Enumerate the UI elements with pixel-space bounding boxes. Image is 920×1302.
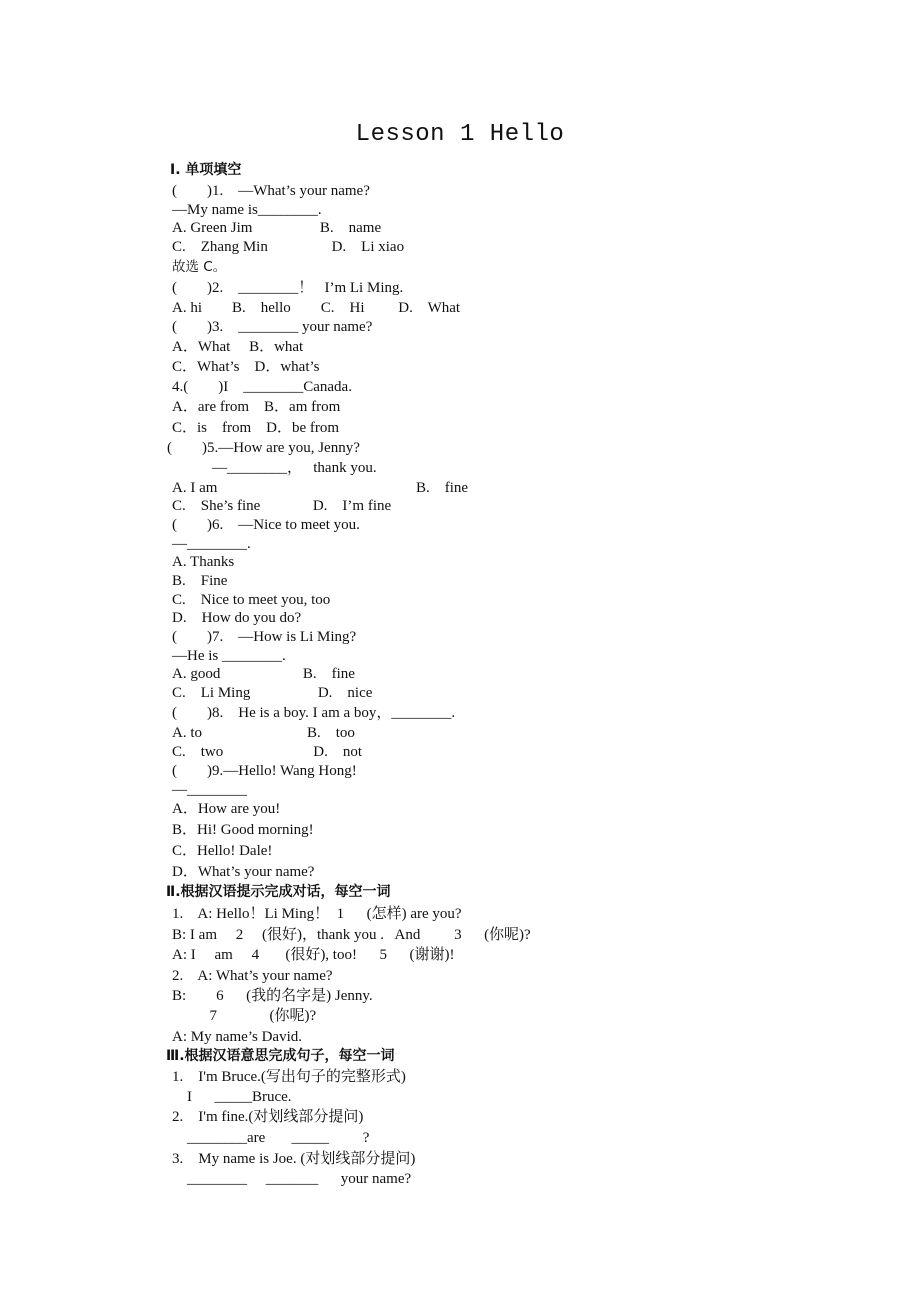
text-line: C. two D. not [172,744,363,760]
text-line: ( )9.—Hello! Wang Hong! [172,763,357,779]
section-heading: Ⅱ.根据汉语提示完成对话，每空一词 [166,884,391,900]
text-line: A. to B. too [172,725,355,741]
text-line: 1. A: Hello！Li Ming！ 1 (怎样) are you? [172,906,462,922]
section-heading: Ⅲ.根据汉语意思完成句子，每空一词 [166,1048,395,1064]
text-line: —________. [172,536,251,552]
text-line: A. I am [172,480,218,496]
text-line: 2. I'm fine.(对划线部分提问) [172,1109,364,1125]
text-line: D. How do you do? [172,610,302,626]
text-line: 2. A: What’s your name? [172,968,333,984]
page-title: Lesson 1 Hello [355,121,565,148]
text-line: A. Green Jim B. name [172,220,382,236]
text-line: B: 6 (我的名字是) Jenny. [172,988,373,1004]
text-line: B: I am 2 (很好)，thank you . And 3 (你呢)? [172,927,531,943]
text-line: ( )2. ________！ I’m Li Ming. [172,280,404,296]
text-line: —________， thank you. [212,460,377,476]
text-line: ________are _____ ? [187,1130,370,1146]
text-line: ( )7. —How is Li Ming? [172,629,357,645]
text-line: 4.( )I ________Canada. [172,379,352,395]
text-line: 故选 C。 [172,259,227,275]
text-line: A. good B. fine [172,666,355,682]
text-line: —________ [172,782,247,798]
text-line: B. fine [416,480,469,496]
text-line: ( )5.—How are you, Jenny? [167,440,360,456]
text-line: A. Thanks [172,554,235,570]
text-line: A. hi B. hello C. Hi D. What [172,300,461,316]
text-line: C．is from D．be from [172,420,340,436]
text-line: C．Hello! Dale! [172,843,273,859]
text-line: C. Li Ming D. nice [172,685,373,701]
text-line: C. Zhang Min D. Li xiao [172,239,405,255]
text-line: ( )6. —Nice to meet you. [172,517,360,533]
text-line: C．What’s D．what’s [172,359,320,375]
text-line: I _____Bruce. [187,1089,292,1105]
text-line: D．What’s your name? [172,864,315,880]
section-heading: Ⅰ. 单项填空 [170,162,242,178]
text-line: 3. My name is Joe. (对划线部分提问) [172,1151,416,1167]
text-line: C. She’s fine D. I’m fine [172,498,392,514]
text-line: ( )8. He is a boy. I am a boy，________. [172,705,456,721]
text-line: —He is ________. [172,648,286,664]
text-line: 1. I'm Bruce.(写出句子的完整形式) [172,1069,406,1085]
text-line: A．How are you! [172,801,281,817]
text-line: A: I am 4 (很好), too! 5 (谢谢)! [172,947,455,963]
text-line: C. Nice to meet you, too [172,592,331,608]
text-line: A．are from B．am from [172,399,341,415]
text-line: B. Fine [172,573,228,589]
text-line: B．Hi! Good morning! [172,822,314,838]
text-line: —My name is________. [172,202,322,218]
text-line: ( )3. ________ your name? [172,319,373,335]
text-line: 7 (你呢)? [187,1008,317,1024]
text-line: A: My name’s David. [172,1029,302,1045]
text-line: ________ _______ your name? [187,1171,412,1187]
text-line: ( )1. —What’s your name? [172,183,370,199]
text-line: A．What B．what [172,339,304,355]
